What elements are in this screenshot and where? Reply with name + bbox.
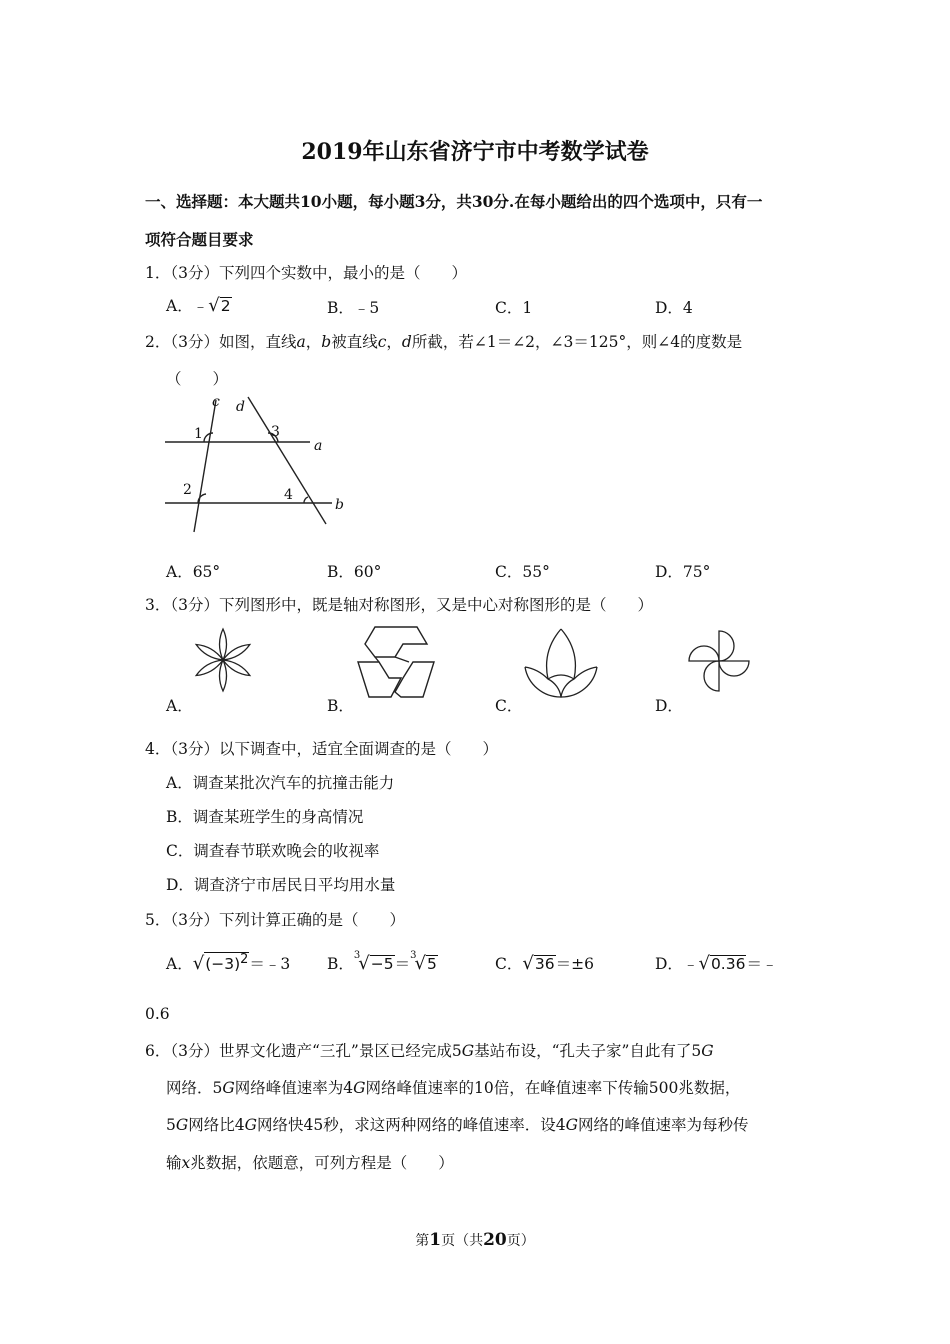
q2-answer-paren: （ ） xyxy=(166,370,229,388)
q6-G: G xyxy=(353,1079,366,1097)
sqrt-icon: √ xyxy=(414,953,426,974)
q1-option-d: D．4 xyxy=(655,299,693,317)
q3-pinwheel-figure xyxy=(685,628,753,694)
q2-option-d: D．75° xyxy=(655,563,711,581)
q4-option-a: A．调查某批次汽车的抗撞击能力 xyxy=(166,774,395,792)
q5-option-b-label: B． xyxy=(327,955,354,973)
line-c xyxy=(194,400,216,532)
q2-parallel-lines-figure xyxy=(160,392,360,542)
q2-stem xyxy=(145,330,742,352)
q5-option-c-radicand: 36 xyxy=(534,955,555,973)
q2-option-a: A．65° xyxy=(166,563,221,581)
q5-option-a xyxy=(166,952,290,974)
q5-stem: 5．（3分）下列计算正确的是（ ） xyxy=(145,911,405,929)
q3-option-b: B． xyxy=(327,697,354,715)
q2-option-b: B．60° xyxy=(327,563,382,581)
q2-var-d: d xyxy=(401,333,412,351)
sqrt-icon: √ xyxy=(698,953,710,974)
q6-G: G xyxy=(244,1116,258,1134)
q3-lotus-figure xyxy=(520,627,602,699)
sqrt-icon: √ xyxy=(358,953,370,974)
q6-G: G xyxy=(565,1116,579,1134)
q6-line2-p1: 网络．5 xyxy=(166,1079,223,1097)
q5-option-c xyxy=(495,952,594,974)
q3-stem: 3．（3分）下列图形中，既是轴对称图形，又是中心对称图形的是（ ） xyxy=(145,596,653,614)
section-heading-line1: 一、选择题：本大题共10小题，每小题3分，共30分.在每小题给出的四个选项中，只有一 xyxy=(145,192,763,211)
q5-option-a-exponent: 2 xyxy=(240,952,249,967)
q5-option-a-base: (−3) xyxy=(205,955,241,974)
q6-line4-p1: 输 xyxy=(166,1154,182,1172)
q6-G: G xyxy=(222,1079,235,1097)
cube-root-index: 3 xyxy=(353,950,361,961)
q4-option-b: B．调查某班学生的身高情况 xyxy=(166,808,364,826)
q2-var-a: a xyxy=(296,333,306,351)
section-heading-line2: 项符合题目要求 xyxy=(145,230,254,249)
page-title: 2019年山东省济宁市中考数学试卷 xyxy=(301,139,649,165)
q1-option-a xyxy=(166,294,232,316)
sqrt-icon: √ xyxy=(192,953,205,975)
q6-G: G xyxy=(701,1042,714,1060)
q2-stem-mid2: 所截，若∠1＝∠2，∠3＝125°，则∠4的度数是 xyxy=(411,333,743,351)
fig-label-c: c xyxy=(212,394,220,410)
q2-var-b: b xyxy=(321,333,332,351)
q1-option-c: C．1 xyxy=(495,299,533,317)
q4-stem: 4．（3分）以下调查中，适宜全面调查的是（ ） xyxy=(145,740,498,758)
q6-line2-p3: 网络峰值速率的10倍，在峰值速率下传输500兆数据， xyxy=(365,1079,741,1097)
fig-label-d: d xyxy=(236,399,245,415)
q3-recycle-figure xyxy=(355,625,437,699)
q5-option-d-result: ＝﹣ xyxy=(746,955,778,973)
q6-line2 xyxy=(166,1076,740,1098)
q3-option-a: A． xyxy=(166,697,193,715)
q5-option-b-radicand-2: 5 xyxy=(426,955,437,973)
q3-flower-figure xyxy=(190,627,256,693)
q5-option-b-radicand-1: −5 xyxy=(370,955,394,973)
q6-var-x: x xyxy=(181,1154,191,1172)
q2-comma: ， xyxy=(305,333,322,351)
page-footer xyxy=(0,1230,950,1250)
q6-line3 xyxy=(166,1113,749,1135)
q2-var-c: c xyxy=(377,333,387,351)
q5-option-d-neg: ﹣ xyxy=(682,955,699,973)
q6-line1-prefix: 6．（3分）世界文化遗产“三孔”景区已经完成5 xyxy=(145,1042,462,1060)
q6-line1 xyxy=(145,1039,714,1061)
fig-label-b: b xyxy=(335,497,344,513)
footer-mid: 页（共 xyxy=(441,1233,484,1249)
q5-option-c-result: ＝±6 xyxy=(555,955,594,973)
q2-option-c: C．55° xyxy=(495,563,550,581)
fig-label-a: a xyxy=(314,438,323,454)
q6-G: G xyxy=(461,1042,475,1060)
fig-label-2: 2 xyxy=(183,482,192,498)
q4-option-c: C．调查春节联欢晚会的收视率 xyxy=(166,842,380,860)
q6-line3-p1: 5 xyxy=(166,1116,176,1134)
q5-option-d-radicand: 0.36 xyxy=(710,955,746,973)
q5-option-d-label: D． xyxy=(655,955,683,973)
fig-label-3: 3 xyxy=(271,424,280,440)
q5-option-b xyxy=(327,952,438,974)
q6-line3-p4: 网络的峰值速率为每秒传 xyxy=(578,1116,749,1134)
q1-option-a-label: A． xyxy=(166,297,193,315)
q5-option-c-label: C． xyxy=(495,955,523,973)
q1-stem: 1．（3分）下列四个实数中，最小的是（ ） xyxy=(145,264,467,282)
q5-option-b-equals: ＝ xyxy=(394,955,411,973)
q5-option-d xyxy=(655,952,777,974)
q2-comma-2: ， xyxy=(386,333,402,351)
q1-option-a-neg: ﹣ xyxy=(192,297,209,315)
q5-option-a-result: ＝﹣3 xyxy=(249,955,291,974)
q6-line2-p2: 网络峰值速率为4 xyxy=(234,1079,354,1097)
fig-label-4: 4 xyxy=(284,487,293,503)
q6-G: G xyxy=(175,1116,189,1134)
q2-stem-prefix: 2．（3分）如图，直线 xyxy=(145,333,297,351)
footer-pre: 第 xyxy=(415,1233,430,1249)
q6-line3-p2: 网络比4 xyxy=(188,1116,245,1134)
q6-line4-p2: 兆数据，依题意，可列方程是（ ） xyxy=(190,1154,454,1172)
q5-option-a-radicand xyxy=(204,952,249,972)
sqrt-icon: √ xyxy=(208,295,220,316)
q3-option-c: C． xyxy=(495,697,523,715)
angle-1-arc xyxy=(204,433,213,442)
q2-stem-mid1: 被直线 xyxy=(331,333,378,351)
cube-root-index-2: 3 xyxy=(410,950,417,961)
page-number: 1 xyxy=(429,1230,442,1250)
fig-label-1: 1 xyxy=(194,426,203,442)
q6-line4 xyxy=(166,1151,454,1173)
q5-option-d-continuation: 0.6 xyxy=(145,1005,170,1023)
footer-post: 页） xyxy=(506,1233,535,1249)
q6-line1-mid: 基站布设，“孔夫子家”自此有了5 xyxy=(474,1042,702,1060)
total-pages: 20 xyxy=(483,1230,507,1250)
q5-option-a-label: A． xyxy=(166,955,193,974)
q1-option-b: B．﹣5 xyxy=(327,299,380,317)
angle-4-arc xyxy=(304,497,308,503)
q4-option-d: D．调查济宁市居民日平均用水量 xyxy=(166,876,396,894)
q6-line3-p3: 网络快45秒，求这两种网络的峰值速率．设4 xyxy=(257,1116,566,1134)
sqrt-icon: √ xyxy=(522,953,534,974)
q1-option-a-radicand: 2 xyxy=(220,297,231,315)
line-d xyxy=(248,397,326,524)
q3-option-d: D． xyxy=(655,697,683,715)
